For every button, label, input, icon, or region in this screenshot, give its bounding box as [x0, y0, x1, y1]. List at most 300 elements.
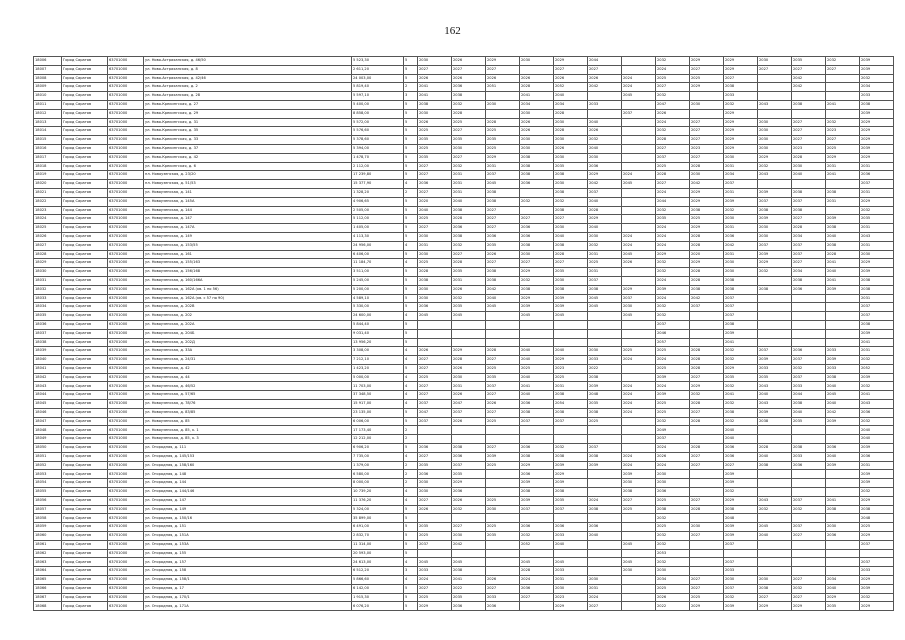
work-year-cell: 2039: [554, 294, 588, 303]
work-year-cell: [622, 338, 656, 347]
total-area-cell: 5 400,00: [352, 100, 404, 109]
work-year-cell: 2037: [520, 417, 554, 426]
work-year-cell: [520, 602, 554, 611]
work-year-cell: 2038: [588, 373, 622, 382]
work-year-cell: 2032: [656, 303, 690, 312]
row-number-cell: 18032: [34, 285, 62, 294]
work-year-cell: 2026: [452, 496, 486, 505]
work-year-cell: 2023: [554, 364, 588, 373]
work-year-cell: 2032: [452, 294, 486, 303]
work-year-cell: 2029: [826, 153, 860, 162]
work-year-cell: 2029: [486, 57, 520, 66]
work-year-cell: 2031: [860, 241, 894, 250]
work-year-cell: 2045: [622, 180, 656, 189]
work-year-cell: 2038: [792, 400, 826, 409]
work-year-cell: 2032: [452, 505, 486, 514]
work-year-cell: [622, 444, 656, 453]
work-year-cell: [520, 514, 554, 523]
work-year-cell: 2032: [724, 100, 758, 109]
work-year-cell: 2042: [690, 294, 724, 303]
work-year-cell: 2024: [656, 188, 690, 197]
municipality-cell: Город Саратов: [62, 338, 108, 347]
municipality-cell: Город Саратов: [62, 347, 108, 356]
work-year-cell: [554, 426, 588, 435]
work-year-cell: [622, 118, 656, 127]
work-year-cell: 2038: [724, 285, 758, 294]
work-year-cell: 2037: [724, 558, 758, 567]
municipality-cell: Город Саратов: [62, 373, 108, 382]
total-area-cell: 1 915,30: [352, 593, 404, 602]
work-year-cell: 2035: [418, 136, 452, 145]
oktmo-code-cell: 63701000: [108, 523, 144, 532]
address-cell: ул. Огородная, д. 145/153: [144, 452, 352, 461]
work-year-cell: 2038: [758, 584, 792, 593]
work-year-cell: 2024: [622, 171, 656, 180]
work-year-cell: 2039: [622, 470, 656, 479]
row-number-cell: 18030: [34, 268, 62, 277]
housing-register-table: [33, 56, 894, 611]
total-area-cell: 1 405,00: [352, 224, 404, 233]
oktmo-code-cell: 63701000: [108, 127, 144, 136]
work-year-cell: 2041: [520, 92, 554, 101]
work-year-cell: 2036: [418, 470, 452, 479]
address-cell: ул. Новоузенская, д. 24/31: [144, 356, 352, 365]
work-year-cell: 2032: [826, 57, 860, 66]
address-cell: ул. Огородная, д. 170/1: [144, 593, 352, 602]
oktmo-code-cell: 63701000: [108, 241, 144, 250]
row-number-cell: 18018: [34, 162, 62, 171]
work-year-cell: 2026: [554, 74, 588, 83]
work-year-cell: 2029: [724, 118, 758, 127]
oktmo-code-cell: 63701000: [108, 136, 144, 145]
oktmo-code-cell: 63701000: [108, 65, 144, 74]
work-year-cell: 2038: [452, 567, 486, 576]
work-year-cell: [792, 338, 826, 347]
municipality-cell: Город Саратов: [62, 259, 108, 268]
work-year-cell: 2029: [690, 382, 724, 391]
work-year-cell: 2038: [452, 206, 486, 215]
work-year-cell: 2035: [486, 373, 520, 382]
work-year-cell: 2033: [758, 364, 792, 373]
work-year-cell: 2026: [656, 109, 690, 118]
work-year-cell: [622, 276, 656, 285]
work-year-cell: 2034: [656, 576, 690, 585]
work-year-cell: 2037: [724, 312, 758, 321]
row-number-cell: 18031: [34, 276, 62, 285]
work-year-cell: 2039: [758, 188, 792, 197]
oktmo-code-cell: 63701000: [108, 496, 144, 505]
work-year-cell: 2045: [826, 391, 860, 400]
work-year-cell: 2027: [792, 576, 826, 585]
work-year-cell: 2036: [792, 461, 826, 470]
work-year-cell: 2032: [724, 593, 758, 602]
work-year-cell: 2030: [758, 144, 792, 153]
work-year-cell: 2027: [690, 584, 724, 593]
work-year-cell: 2025: [418, 532, 452, 541]
work-year-cell: 2036: [418, 180, 452, 189]
work-year-cell: 2027: [588, 65, 622, 74]
work-year-cell: [418, 426, 452, 435]
table-row: [34, 364, 894, 373]
oktmo-code-cell: 63701000: [108, 92, 144, 101]
work-year-cell: 2033: [418, 567, 452, 576]
work-year-cell: [554, 338, 588, 347]
work-year-cell: 2033: [826, 347, 860, 356]
work-year-cell: [690, 470, 724, 479]
work-year-cell: 2038: [588, 505, 622, 514]
work-year-cell: 2038: [486, 276, 520, 285]
work-year-cell: 2041: [860, 391, 894, 400]
floors-cell: 5: [404, 584, 418, 593]
work-year-cell: 2039: [520, 496, 554, 505]
work-year-cell: 2027: [452, 250, 486, 259]
work-year-cell: [622, 215, 656, 224]
municipality-cell: Город Саратов: [62, 576, 108, 585]
floors-cell: 5: [404, 57, 418, 66]
work-year-cell: 2028: [690, 356, 724, 365]
work-year-cell: 2027: [792, 593, 826, 602]
work-year-cell: 2029: [588, 171, 622, 180]
work-year-cell: 2035: [486, 241, 520, 250]
row-number-cell: 18023: [34, 206, 62, 215]
oktmo-code-cell: 63701000: [108, 320, 144, 329]
work-year-cell: [452, 320, 486, 329]
work-year-cell: [792, 549, 826, 558]
municipality-cell: Город Саратов: [62, 549, 108, 558]
work-year-cell: 2035: [554, 496, 588, 505]
oktmo-code-cell: 63701000: [108, 540, 144, 549]
floors-cell: 5: [404, 593, 418, 602]
table-row: [34, 136, 894, 145]
work-year-cell: 2045: [486, 303, 520, 312]
total-area-cell: 6 076,20: [352, 602, 404, 611]
table-row: [34, 303, 894, 312]
table-row: [34, 470, 894, 479]
table-row: [34, 162, 894, 171]
work-year-cell: 2041: [520, 382, 554, 391]
work-year-cell: 2030: [758, 224, 792, 233]
row-number-cell: 18042: [34, 373, 62, 382]
work-year-cell: 2038: [520, 153, 554, 162]
work-year-cell: 2037: [418, 540, 452, 549]
work-year-cell: 2038: [724, 276, 758, 285]
work-year-cell: 2032: [724, 356, 758, 365]
row-number-cell: 18019: [34, 171, 62, 180]
work-year-cell: 2033: [554, 532, 588, 541]
table-row: [34, 505, 894, 514]
row-number-cell: 18049: [34, 435, 62, 444]
work-year-cell: 2038: [758, 417, 792, 426]
table-row: [34, 540, 894, 549]
table-row: [34, 250, 894, 259]
floors-cell: 5: [404, 250, 418, 259]
work-year-cell: 2022: [588, 364, 622, 373]
work-year-cell: 2035: [452, 470, 486, 479]
work-year-cell: 2027: [452, 153, 486, 162]
work-year-cell: 2038: [520, 452, 554, 461]
municipality-cell: Город Саратов: [62, 153, 108, 162]
work-year-cell: 2028: [690, 268, 724, 277]
oktmo-code-cell: 63701000: [108, 356, 144, 365]
floors-cell: 5: [404, 338, 418, 347]
work-year-cell: 2025: [656, 347, 690, 356]
work-year-cell: [826, 180, 860, 189]
table-row: [34, 576, 894, 585]
floors-cell: 4: [404, 347, 418, 356]
table-row: [34, 444, 894, 453]
table-row: [34, 74, 894, 83]
work-year-cell: 2027: [520, 259, 554, 268]
work-year-cell: 2042: [486, 285, 520, 294]
total-area-cell: 5 200,00: [352, 285, 404, 294]
work-year-cell: [758, 479, 792, 488]
work-year-cell: 2036: [724, 444, 758, 453]
work-year-cell: 2038: [690, 285, 724, 294]
work-year-cell: 2029: [724, 144, 758, 153]
total-area-cell: 6 142,00: [352, 584, 404, 593]
work-year-cell: [758, 549, 792, 558]
work-year-cell: 2027: [690, 65, 724, 74]
work-year-cell: 2036: [826, 444, 860, 453]
floors-cell: 4: [404, 373, 418, 382]
work-year-cell: 2032: [860, 417, 894, 426]
work-year-cell: 2036: [452, 452, 486, 461]
work-year-cell: 2027: [826, 136, 860, 145]
work-year-cell: [486, 329, 520, 338]
work-year-cell: 2041: [826, 496, 860, 505]
work-year-cell: 2043: [758, 100, 792, 109]
work-year-cell: [588, 540, 622, 549]
work-year-cell: 2039: [554, 461, 588, 470]
work-year-cell: 2030: [724, 153, 758, 162]
address-cell: ул. Огородная, д. 151: [144, 523, 352, 532]
total-area-cell: 5 324,00: [352, 505, 404, 514]
work-year-cell: 2028: [452, 215, 486, 224]
work-year-cell: 2029: [860, 576, 894, 585]
table-row: [34, 144, 894, 153]
work-year-cell: [418, 435, 452, 444]
work-year-cell: [622, 153, 656, 162]
work-year-cell: [452, 338, 486, 347]
work-year-cell: 2037: [724, 584, 758, 593]
floors-cell: 3: [404, 567, 418, 576]
oktmo-code-cell: 63701000: [108, 576, 144, 585]
total-area-cell: 2 505,00: [352, 206, 404, 215]
work-year-cell: 2037: [622, 109, 656, 118]
work-year-cell: 2027: [554, 215, 588, 224]
work-year-cell: 2037: [588, 444, 622, 453]
work-year-cell: 2040: [826, 584, 860, 593]
work-year-cell: 2024: [656, 461, 690, 470]
table-row: [34, 65, 894, 74]
work-year-cell: 2037: [418, 417, 452, 426]
work-year-cell: [826, 435, 860, 444]
work-year-cell: [792, 426, 826, 435]
work-year-cell: 2023: [554, 593, 588, 602]
work-year-cell: [418, 549, 452, 558]
oktmo-code-cell: 63701000: [108, 373, 144, 382]
work-year-cell: 2031: [724, 162, 758, 171]
total-area-cell: 5 330,00: [352, 303, 404, 312]
work-year-cell: 2044: [656, 197, 690, 206]
work-year-cell: 2040: [554, 540, 588, 549]
work-year-cell: [588, 320, 622, 329]
work-year-cell: 2039: [826, 285, 860, 294]
work-year-cell: 2025: [860, 523, 894, 532]
work-year-cell: 2047: [656, 100, 690, 109]
work-year-cell: 2035: [826, 602, 860, 611]
work-year-cell: 2029: [758, 602, 792, 611]
work-year-cell: [826, 83, 860, 92]
work-year-cell: [758, 83, 792, 92]
address-cell: ул. Ново-Крекингская, д. 29: [144, 109, 352, 118]
work-year-cell: 2031: [486, 162, 520, 171]
oktmo-code-cell: 63701000: [108, 505, 144, 514]
address-cell: ул. Новоузенская, д. 202Д: [144, 338, 352, 347]
work-year-cell: [826, 567, 860, 576]
work-year-cell: 2038: [486, 188, 520, 197]
work-year-cell: 2039: [758, 356, 792, 365]
work-year-cell: 2037: [520, 505, 554, 514]
work-year-cell: 2030: [554, 224, 588, 233]
work-year-cell: 2039: [860, 444, 894, 453]
table-row: [34, 584, 894, 593]
work-year-cell: 2038: [690, 206, 724, 215]
work-year-cell: 2024: [656, 382, 690, 391]
work-year-cell: 2039: [758, 408, 792, 417]
work-year-cell: 2037: [792, 197, 826, 206]
work-year-cell: 2034: [724, 171, 758, 180]
work-year-cell: [826, 303, 860, 312]
work-year-cell: 2029: [860, 136, 894, 145]
work-year-cell: 2030: [418, 250, 452, 259]
work-year-cell: 2025: [486, 523, 520, 532]
work-year-cell: 2035: [588, 400, 622, 409]
work-year-cell: 2040: [588, 197, 622, 206]
work-year-cell: 2025: [418, 259, 452, 268]
row-number-cell: 18061: [34, 540, 62, 549]
work-year-cell: 2024: [622, 232, 656, 241]
work-year-cell: 2026: [452, 57, 486, 66]
work-year-cell: [418, 514, 452, 523]
table-row: [34, 479, 894, 488]
work-year-cell: [622, 329, 656, 338]
floors-cell: 4: [404, 488, 418, 497]
work-year-cell: [758, 558, 792, 567]
row-number-cell: 18024: [34, 215, 62, 224]
work-year-cell: 2026: [588, 127, 622, 136]
work-year-cell: 2038: [622, 488, 656, 497]
total-area-cell: 23 135,00: [352, 408, 404, 417]
work-year-cell: [622, 417, 656, 426]
floors-cell: 5: [404, 417, 418, 426]
work-year-cell: 2027: [792, 136, 826, 145]
floors-cell: 5: [404, 294, 418, 303]
address-cell: ул. Ново-Крекингская, д. 27: [144, 100, 352, 109]
work-year-cell: 2028: [588, 206, 622, 215]
work-year-cell: [622, 593, 656, 602]
table-row: [34, 567, 894, 576]
row-number-cell: 18013: [34, 118, 62, 127]
work-year-cell: 2025: [656, 584, 690, 593]
oktmo-code-cell: 63701000: [108, 276, 144, 285]
work-year-cell: 2037: [554, 505, 588, 514]
total-area-cell: 2 832,70: [352, 532, 404, 541]
work-year-cell: 2033: [792, 452, 826, 461]
oktmo-code-cell: 63701000: [108, 285, 144, 294]
floors-cell: 5: [404, 206, 418, 215]
work-year-cell: 2027: [520, 593, 554, 602]
work-year-cell: [520, 188, 554, 197]
address-cell: ул. Ново-Крекингская, д. 31: [144, 118, 352, 127]
work-year-cell: 2042: [724, 241, 758, 250]
work-year-cell: 2031: [724, 250, 758, 259]
work-year-cell: 2045: [622, 540, 656, 549]
work-year-cell: [758, 540, 792, 549]
row-number-cell: 18028: [34, 250, 62, 259]
address-cell: ул. Новоузенская, д. 202А: [144, 320, 352, 329]
table-row: [34, 373, 894, 382]
work-year-cell: 2038: [588, 452, 622, 461]
work-year-cell: 2036: [724, 232, 758, 241]
work-year-cell: 2032: [826, 118, 860, 127]
work-year-cell: 2024: [656, 444, 690, 453]
work-year-cell: [622, 523, 656, 532]
total-area-cell: 1 328,20: [352, 188, 404, 197]
table-row: [34, 171, 894, 180]
work-year-cell: [826, 294, 860, 303]
work-year-cell: [622, 549, 656, 558]
work-year-cell: 2041: [826, 276, 860, 285]
work-year-cell: [622, 144, 656, 153]
work-year-cell: 2040: [520, 356, 554, 365]
municipality-cell: Город Саратов: [62, 602, 108, 611]
row-number-cell: 18046: [34, 408, 62, 417]
work-year-cell: 2030: [588, 232, 622, 241]
work-year-cell: 2038: [520, 241, 554, 250]
address-cell: ул. Новоузенская, д. 149: [144, 232, 352, 241]
work-year-cell: 2038: [656, 505, 690, 514]
work-year-cell: 2030: [758, 127, 792, 136]
work-year-cell: 2030: [724, 215, 758, 224]
work-year-cell: [520, 338, 554, 347]
total-area-cell: 1 379,00: [352, 461, 404, 470]
floors-cell: 2: [404, 188, 418, 197]
work-year-cell: 2038: [554, 391, 588, 400]
work-year-cell: [554, 435, 588, 444]
work-year-cell: [792, 109, 826, 118]
work-year-cell: [418, 338, 452, 347]
work-year-cell: [622, 57, 656, 66]
total-area-cell: 10 739,20: [352, 488, 404, 497]
work-year-cell: 2045: [622, 250, 656, 259]
work-year-cell: 2037: [588, 276, 622, 285]
work-year-cell: 2040: [520, 373, 554, 382]
floors-cell: 4: [404, 452, 418, 461]
work-year-cell: 2036: [520, 180, 554, 189]
work-year-cell: 2038: [452, 232, 486, 241]
work-year-cell: 2035: [724, 373, 758, 382]
municipality-cell: Город Саратов: [62, 92, 108, 101]
work-year-cell: 2032: [656, 312, 690, 321]
work-year-cell: 2036: [452, 602, 486, 611]
work-year-cell: 2032: [860, 488, 894, 497]
oktmo-code-cell: 63701000: [108, 435, 144, 444]
work-year-cell: 2029: [520, 294, 554, 303]
work-year-cell: 2038: [418, 100, 452, 109]
work-year-cell: 2027: [792, 65, 826, 74]
municipality-cell: Город Саратов: [62, 444, 108, 453]
